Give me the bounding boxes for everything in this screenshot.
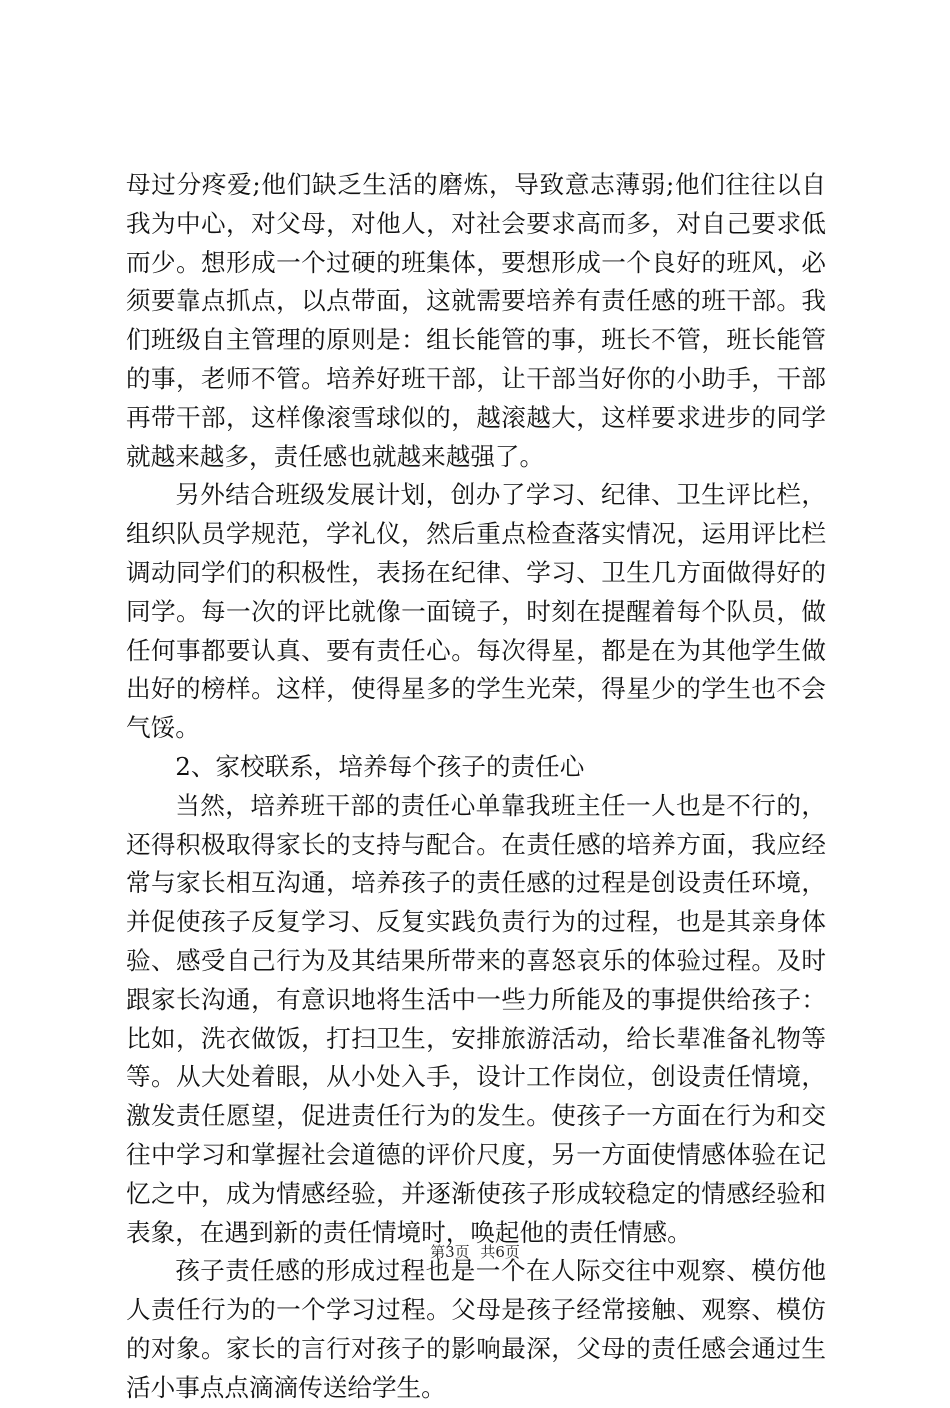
section-heading-2: 2、家校联系，培养每个孩子的责任心 (175, 751, 585, 781)
page-total: 共6页 (480, 1243, 520, 1261)
page-number: 第3页 (430, 1243, 470, 1261)
paragraph-2: 另外结合班级发展计划，创办了学习、纪律、卫生评比栏，组织队员学规范，学礼仪，然后重点检查落实情况，运用评比栏调动同学们的积极性，表扬在纪律、学习、卫生几方面做得好的同学。每一次的评比就像一面镜子，时刻在提醒着每个队员，做任何事都要认真、要有责任心。每次得星，都是在为其他学生做出好的榜样。这样，使得星多的学生光荣，得星少的学生也不会气馁。 (126, 480, 826, 743)
paragraph-4: 孩子责任感的形成过程也是一个在人际交往中观察、模仿他人责任行为的一个学习过程。父母是孩子经常接触、观察、模仿的对象。家长的言行对孩子的影响最深，父母的责任感会通过生活小事点点滴滴传送给学生。 (126, 1256, 826, 1402)
page-footer (0, 1242, 950, 1262)
paragraph-3: 当然，培养班干部的责任心单靠我班主任一人也是不行的，还得积极取得家长的支持与配合。在责任感的培养方面，我应经常与家长相互沟通，培养孩子的责任感的过程是创设责任环境，并促使孩子反复学习、反复实践负责行为的过程，也是其亲身体验、感受自己行为及其结果所带来的喜怒哀乐的体验过程。及时跟家长沟通，有意识地将生活中一些力所能及的事提供给孩子：比如，洗衣做饭，打扫卫生，安排旅游活动，给长辈准备礼物等等。从大处着眼，从小处入手，设计工作岗位，创设责任情境，激发责任愿望，促进责任行为的发生。使孩子一方面在行为和交往中学习和掌握社会道德的评价尺度，另一方面使情感体验在记忆之中，成为情感经验，并逐渐使孩子形成较稳定的情感经验和表象，在遇到新的责任情境时，唤起他的责任情感。 (126, 790, 826, 1247)
document-body (126, 166, 826, 1408)
paragraph-1: 母过分疼爱;他们缺乏生活的磨炼，导致意志薄弱;他们往往以自我为中心，对父母，对他人，对社会要求高而多，对自己要求低而少。想形成一个过硬的班集体，要想形成一个良好的班风，必须要靠点抓点，以点带面，这就需要培养有责任感的班干部。我们班级自主管理的原则是：组长能管的事，班长不管，班长能管的事，老师不管。培养好班干部，让干部当好你的小助手，干部再带干部，这样像滚雪球似的，越滚越大，这样要求进步的同学就越来越多，责任感也就越来越强了。 (126, 170, 826, 471)
